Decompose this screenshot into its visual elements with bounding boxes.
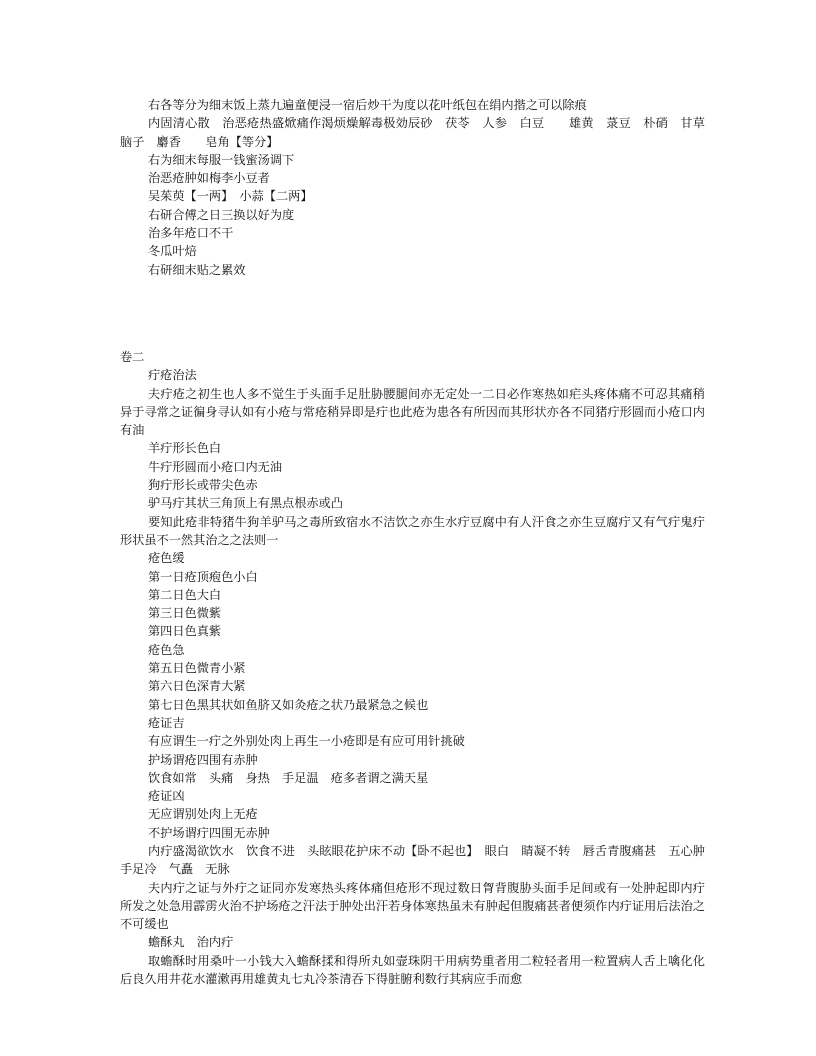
text-paragraph: 第一日疮顶疱色小白	[148, 569, 258, 584]
text-paragraph: 冬瓜叶焙	[148, 244, 197, 259]
text-paragraph: 无应谓别处肉上无疮	[148, 807, 258, 822]
text-paragraph: 右为细末每服一钱蜜汤调下	[148, 152, 295, 167]
text-paragraph: 吴茱萸【一两】 小蒜【二两】	[148, 189, 313, 204]
text-paragraph: 疔疮治法	[148, 368, 197, 383]
text-paragraph: 第五日色微青小紧	[148, 661, 246, 676]
text-paragraph: 右研合傅之日三换以好为度	[148, 207, 295, 222]
text-paragraph: 要知此疮非特猪牛狗羊驴马之毒所致宿水不洁饮之亦生水疔豆腐中有人汗食之亦生豆腐疔又有气疔鬼疔形状虽不一然其治之之法则一	[120, 514, 705, 547]
text-paragraph: 第三日色微紫	[148, 606, 222, 621]
text-paragraph: 疮证吉	[148, 715, 185, 730]
text-paragraph: 疮色急	[148, 642, 185, 657]
text-paragraph: 蟾酥丸 治内疔	[148, 935, 234, 950]
text-paragraph: 内疔盛渴欲饮水 饮食不进 头眩眼花护床不动【卧不起也】 眼白 睛凝不转 唇舌青腹痛甚 五心肿 手足冷 气矗 无脉	[120, 843, 718, 877]
volume-heading: 卷二	[120, 349, 145, 364]
text-paragraph: 第四日色真紫	[148, 624, 222, 639]
text-paragraph: 羊疔形长色白	[148, 441, 222, 456]
text-paragraph: 疮色缓	[148, 551, 185, 566]
text-paragraph: 治多年疮口不干	[148, 226, 234, 241]
text-paragraph: 饮食如常 头痛 身热 手足温 疮多者谓之满天星	[148, 770, 429, 785]
text-paragraph: 有应谓生一疔之外别处肉上再生一小疮即是有应可用针挑破	[148, 734, 465, 749]
text-paragraph: 夫内疔之证与外疔之证同亦发寒热头疼体痛但疮形不现过数日胷背腹胁头面手足间或有一处肿起即内疔所发之处急用霹雳火治不护场疮之汗法于肿处出汗若身体寒热虽未有肿起但腹痛甚者便须作内疔证用后法治之不可缓也	[120, 880, 705, 932]
text-paragraph: 第六日色深青大紧	[148, 679, 246, 694]
text-paragraph: 疮证凶	[148, 789, 185, 804]
text-paragraph: 驴马疔其状三角顶上有黑点根赤或凸	[148, 496, 343, 511]
text-paragraph: 第七日色黑其状如鱼脐又如灸疮之状乃最紧急之候也	[148, 697, 429, 712]
text-paragraph: 第二日色大白	[148, 587, 222, 602]
text-paragraph: 右各等分为细末饭上蒸九遍童便浸一宿后炒干为度以花叶纸包在绢内揩之可以除痕	[148, 98, 587, 112]
text-paragraph: 牛疔形圆而小疮口内无油	[148, 459, 283, 474]
text-paragraph: 护场谓疮四围有赤肿	[148, 752, 258, 767]
text-paragraph: 夫疔疮之初生也人多不觉生于头面手足肚胁腰腿间亦无定处一二日必作寒热如疟头疼体痛不可忍其痛稍异于寻常之证徧身寻认如有小疮与常疮稍异即是疔也此疮为患各有所因而其形状亦各不同猪疔形圆而小疮口内有油	[120, 386, 705, 438]
text-paragraph: 取蟾酥时用桑叶一小钱大入蟾酥揉和得所丸如壸珠阴干用病势重者用二粒轻者用一粒置病人舌上噙化化后良久用井花水灌漱再用雄黄丸七丸冷茶清吞下得脏腑利数行其病应手而愈	[120, 953, 705, 987]
text-paragraph: 治恶疮肿如梅李小豆者	[148, 171, 270, 186]
section-spacer	[120, 295, 705, 332]
text-paragraph: 右研细末贴之累效	[148, 262, 246, 277]
text-paragraph: 不护场谓疔四围无赤肿	[148, 825, 270, 840]
document-page	[120, 96, 718, 988]
text-paragraph: 狗疔形长或带尖色赤	[148, 478, 258, 493]
text-paragraph: 内固清心散 治恶疮热盛焮痛作渴烦燥解毒极効辰砂 茯苓 人参 白豆 雄黄 菉豆 朴硝 甘草 脑子 麝香 皂角【等分】	[120, 116, 718, 149]
